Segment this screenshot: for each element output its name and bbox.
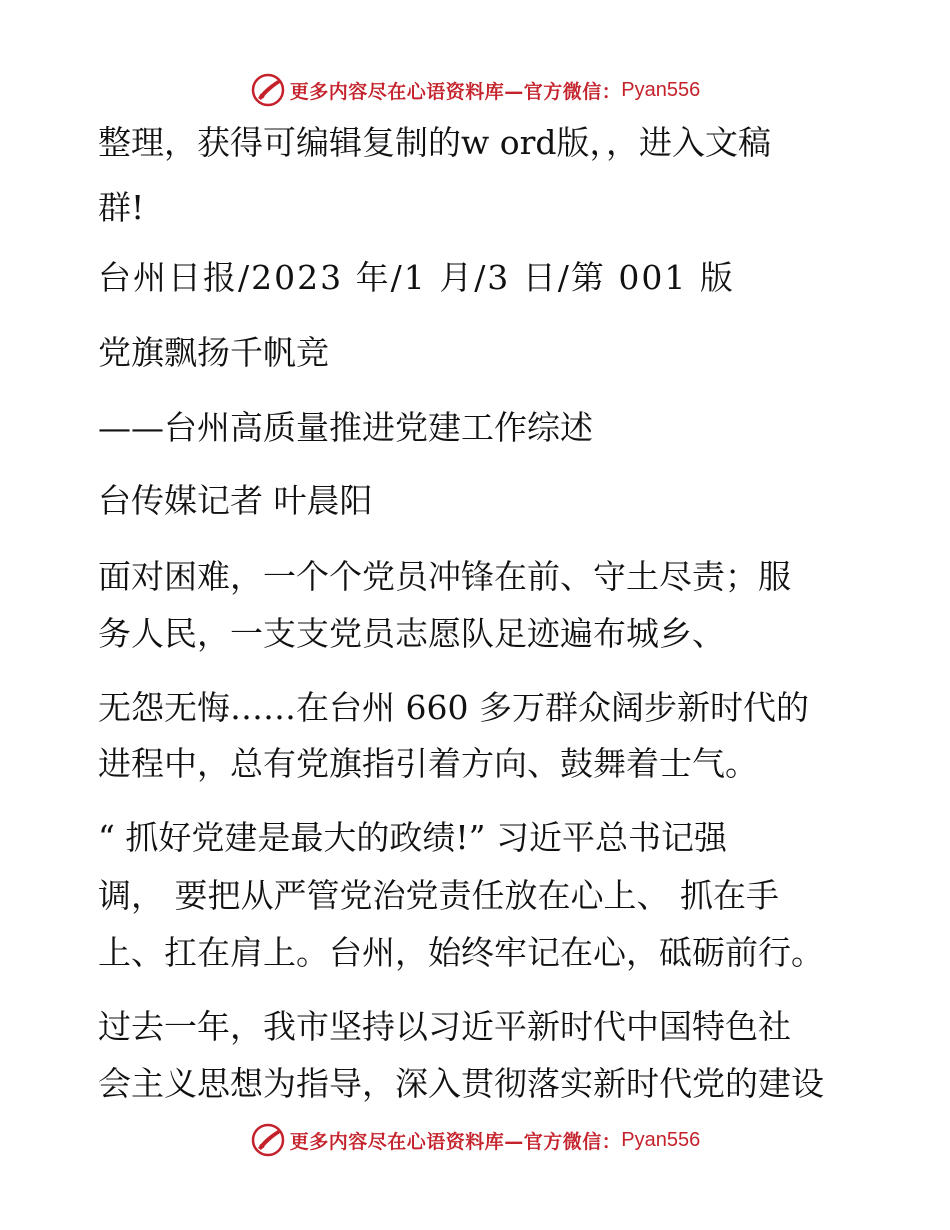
text-line: 无怨无悔……在台州 660 多万群众阔步新时代的 xyxy=(98,688,809,727)
text-line: 务人民，一支支党员志愿队足迹遍布城乡、 xyxy=(98,614,725,653)
text-line: 群! xyxy=(98,188,145,227)
watermark-id: Pyan556 xyxy=(621,1128,701,1151)
text-line: “ 抓好党建是最大的政绩!” 习近平总书记强 xyxy=(98,818,727,857)
text-line: 过去一年，我市坚持以习近平新时代中国特色社 xyxy=(98,1007,791,1046)
article-byline: 台传媒记者 叶晨阳 xyxy=(98,481,373,520)
text-line: 进程中，总有党旗指引着方向、鼓舞着士气。 xyxy=(98,744,758,783)
watermark-text: 更多内容尽在心语资料库—官方微信： xyxy=(289,1130,622,1153)
text-line: 上、扛在肩上。台州，始终牢记在心，砥砺前行。 xyxy=(98,933,824,972)
watermark-id: Pyan556 xyxy=(621,78,701,101)
article-title: 党旗飘扬千帆竞 xyxy=(98,333,329,372)
article-subtitle: ——台州高质量推进党建工作综述 xyxy=(98,408,593,447)
watermark-text: 更多内容尽在心语资料库—官方微信： xyxy=(289,80,622,103)
brush-pen-logo-icon xyxy=(250,1122,286,1158)
text-line: 整理，获得可编辑复制的w ord版，，进入文稿 xyxy=(98,123,772,162)
text-line: 台州日报/2023 年/1 月/3 日/第 001 版 xyxy=(98,258,735,297)
text-line: 调， 要把从严管党治党责任放在心上、 抓在手 xyxy=(98,876,779,915)
text-line: 面对困难，一个个党员冲锋在前、守土尽责；服 xyxy=(98,557,791,596)
text-line: 会主义思想为指导，深入贯彻落实新时代党的建设 xyxy=(98,1064,824,1103)
footer-watermark xyxy=(0,1120,950,1160)
